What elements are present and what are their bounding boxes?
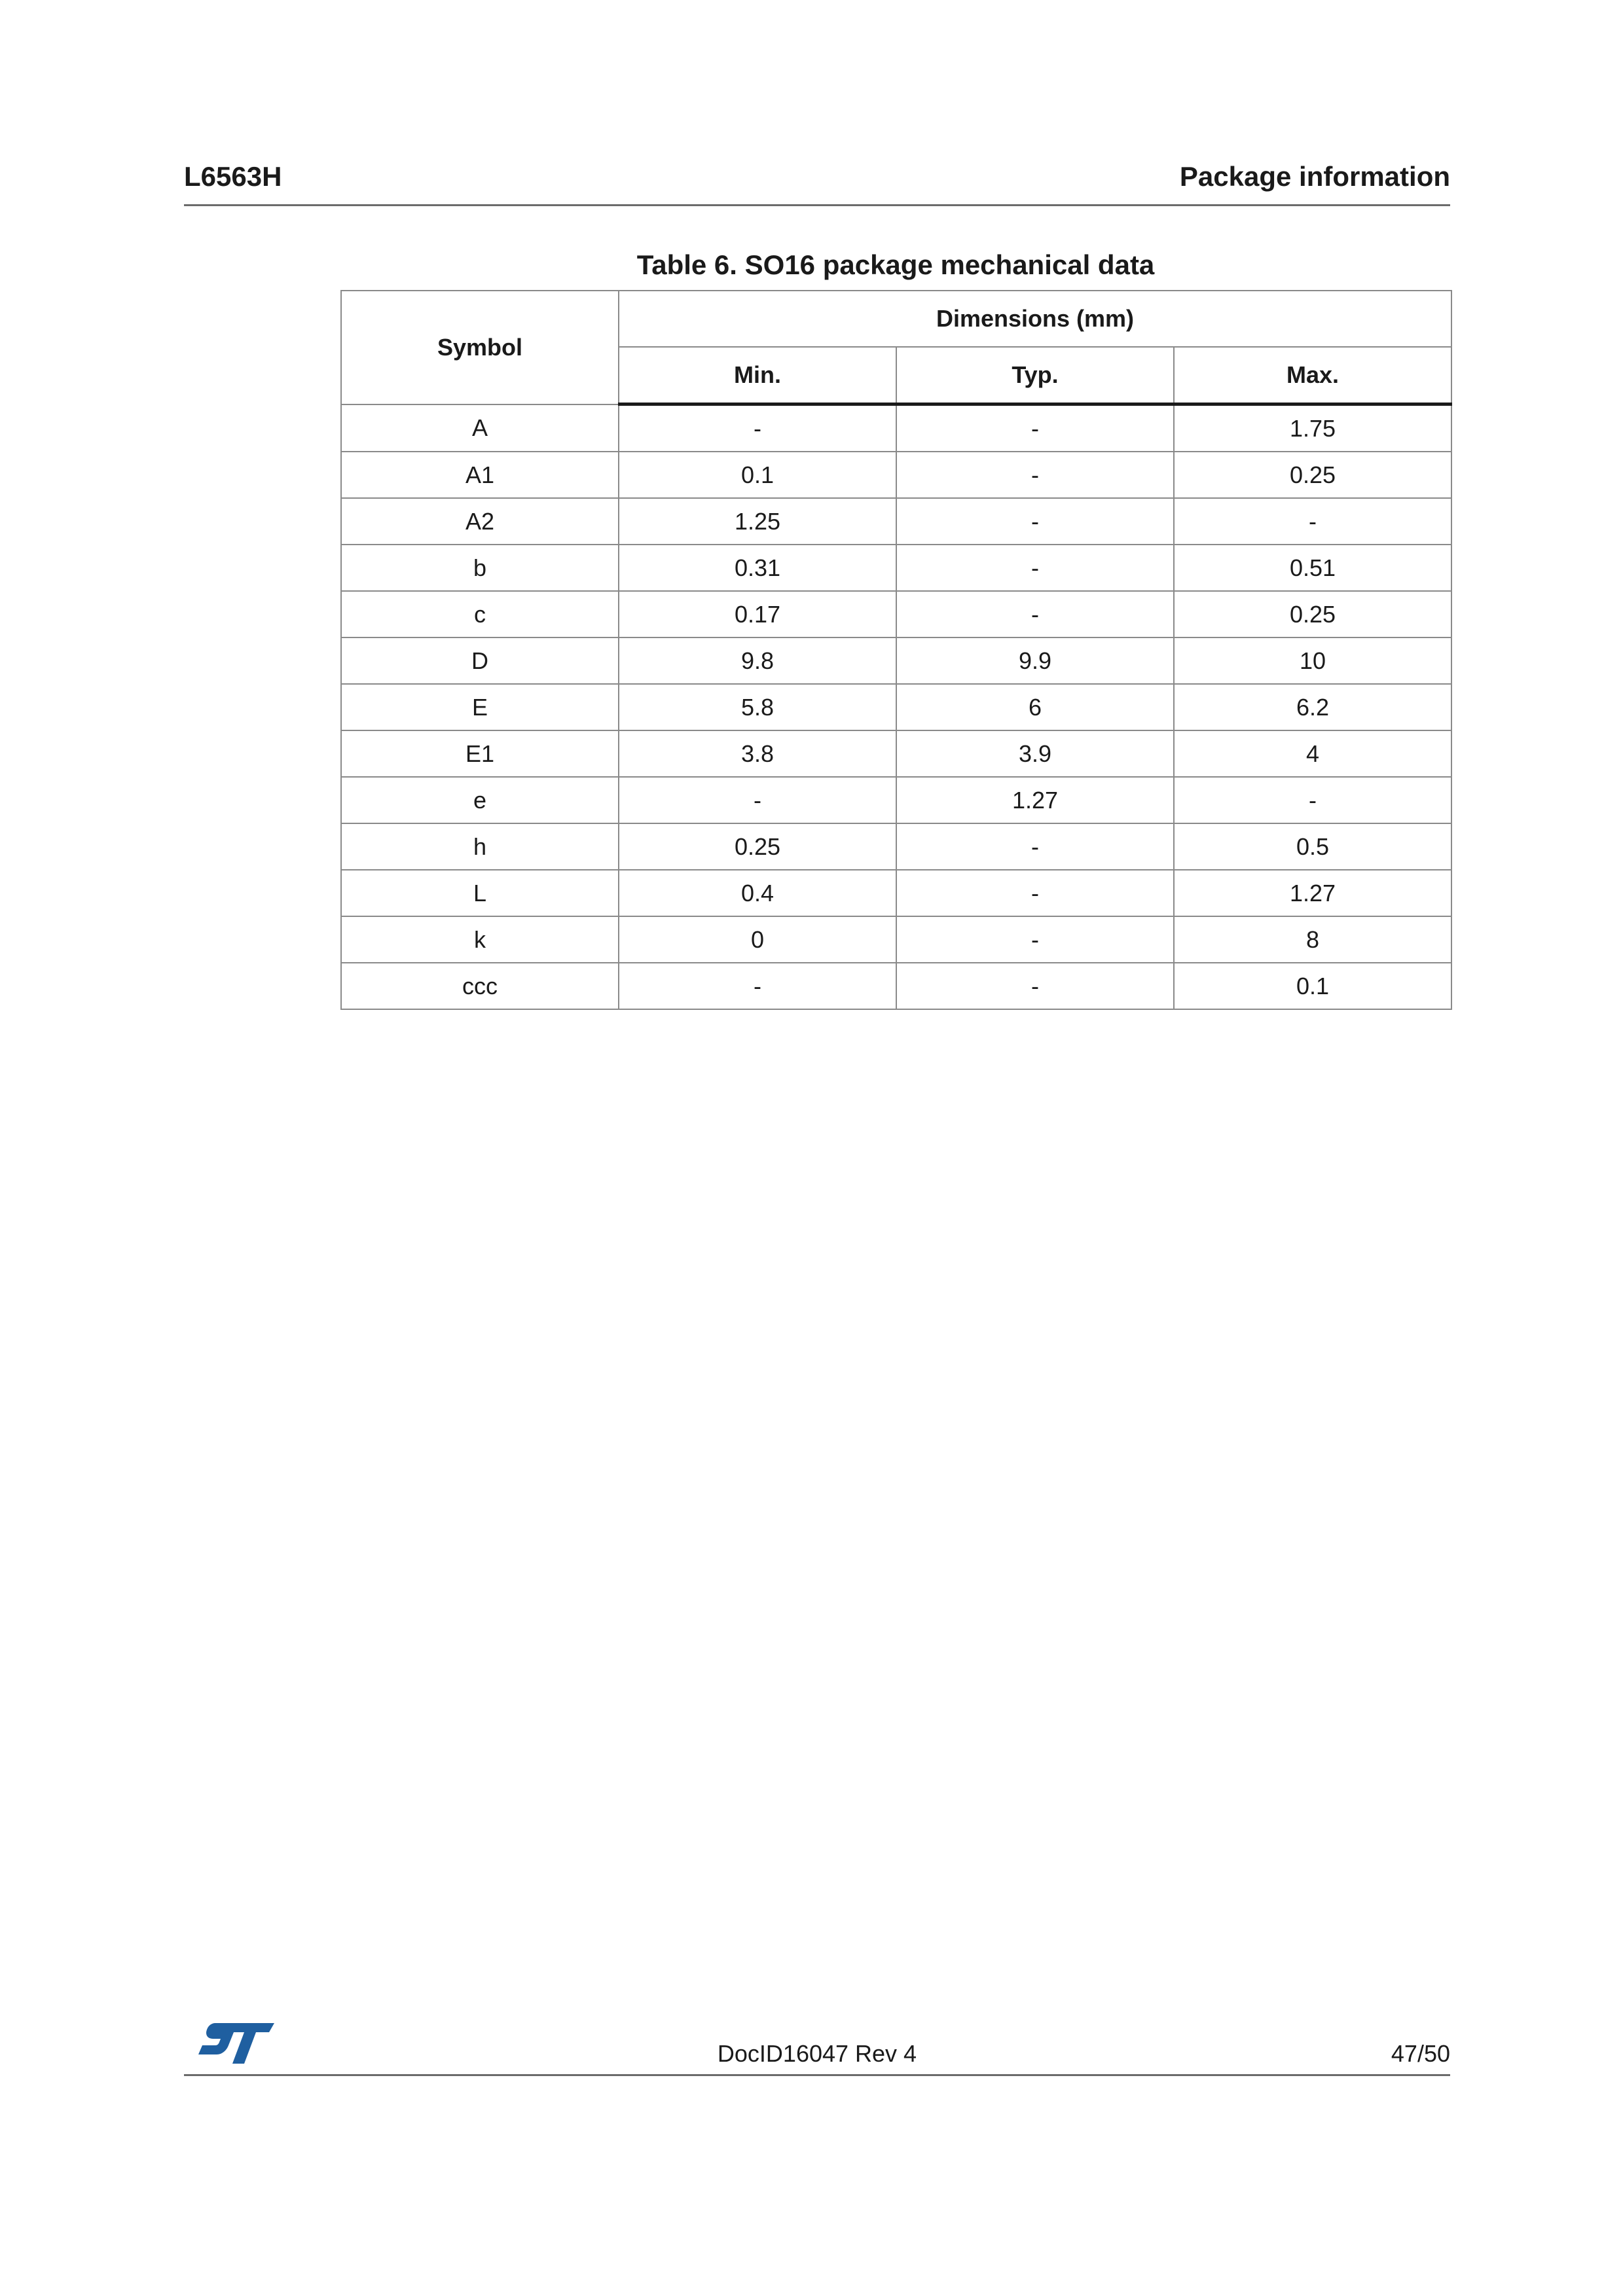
- table-row: [341, 404, 1451, 452]
- max-cell: 0.25: [1174, 591, 1451, 637]
- max-cell: 6.2: [1174, 684, 1451, 730]
- table-row: [341, 545, 1451, 591]
- typ-cell: -: [896, 870, 1174, 916]
- symbol-cell: A1: [341, 452, 619, 498]
- table-header-row: [341, 291, 1451, 347]
- typ-cell: -: [896, 545, 1174, 591]
- page-header: [184, 157, 1450, 206]
- table-row: [341, 452, 1451, 498]
- table-row: [341, 963, 1451, 1009]
- max-cell: 8: [1174, 916, 1451, 963]
- typ-cell: -: [896, 963, 1174, 1009]
- table-row: [341, 637, 1451, 684]
- symbol-cell: k: [341, 916, 619, 963]
- min-cell: 0.1: [619, 452, 896, 498]
- table-row: [341, 730, 1451, 777]
- min-cell: 0.25: [619, 823, 896, 870]
- document-revision: DocID16047 Rev 4: [717, 2040, 917, 2067]
- dimensions-column-header: Dimensions (mm): [619, 291, 1451, 347]
- section-title: Package information: [1179, 161, 1450, 192]
- typ-cell: -: [896, 498, 1174, 545]
- min-cell: -: [619, 404, 896, 452]
- min-cell: -: [619, 777, 896, 823]
- mechanical-data-table: [340, 290, 1452, 1010]
- table-row: [341, 823, 1451, 870]
- symbol-cell: E1: [341, 730, 619, 777]
- min-cell: 3.8: [619, 730, 896, 777]
- table-row: [341, 684, 1451, 730]
- min-cell: 0.4: [619, 870, 896, 916]
- symbol-cell: D: [341, 637, 619, 684]
- typ-cell: 9.9: [896, 637, 1174, 684]
- max-cell: 4: [1174, 730, 1451, 777]
- min-cell: 1.25: [619, 498, 896, 545]
- max-column-header: Max.: [1174, 347, 1451, 404]
- symbol-cell: ccc: [341, 963, 619, 1009]
- min-cell: 0.31: [619, 545, 896, 591]
- max-cell: 1.27: [1174, 870, 1451, 916]
- min-cell: 0.17: [619, 591, 896, 637]
- max-cell: 0.5: [1174, 823, 1451, 870]
- max-cell: 0.25: [1174, 452, 1451, 498]
- symbol-cell: c: [341, 591, 619, 637]
- typ-cell: 1.27: [896, 777, 1174, 823]
- symbol-cell: A2: [341, 498, 619, 545]
- max-cell: 0.51: [1174, 545, 1451, 591]
- symbol-column-header: Symbol: [341, 291, 619, 404]
- typ-cell: -: [896, 823, 1174, 870]
- min-cell: -: [619, 963, 896, 1009]
- symbol-cell: b: [341, 545, 619, 591]
- typ-column-header: Typ.: [896, 347, 1174, 404]
- typ-cell: 6: [896, 684, 1174, 730]
- typ-cell: -: [896, 916, 1174, 963]
- max-cell: -: [1174, 777, 1451, 823]
- typ-cell: 3.9: [896, 730, 1174, 777]
- min-cell: 9.8: [619, 637, 896, 684]
- table-row: [341, 591, 1451, 637]
- min-column-header: Min.: [619, 347, 896, 404]
- typ-cell: -: [896, 591, 1174, 637]
- table-row: [341, 870, 1451, 916]
- symbol-cell: e: [341, 777, 619, 823]
- table-row: [341, 916, 1451, 963]
- symbol-cell: h: [341, 823, 619, 870]
- table-title: Table 6. SO16 package mechanical data: [636, 249, 1155, 280]
- symbol-cell: E: [341, 684, 619, 730]
- typ-cell: -: [896, 404, 1174, 452]
- max-cell: 0.1: [1174, 963, 1451, 1009]
- typ-cell: -: [896, 452, 1174, 498]
- min-cell: 0: [619, 916, 896, 963]
- max-cell: -: [1174, 498, 1451, 545]
- table-row: [341, 777, 1451, 823]
- symbol-cell: L: [341, 870, 619, 916]
- max-cell: 1.75: [1174, 404, 1451, 452]
- table-row: [341, 498, 1451, 545]
- page-footer: [184, 2019, 1450, 2076]
- document-id: L6563H: [184, 161, 282, 192]
- max-cell: 10: [1174, 637, 1451, 684]
- min-cell: 5.8: [619, 684, 896, 730]
- page-number: 47/50: [1391, 2040, 1450, 2067]
- symbol-cell: A: [341, 404, 619, 452]
